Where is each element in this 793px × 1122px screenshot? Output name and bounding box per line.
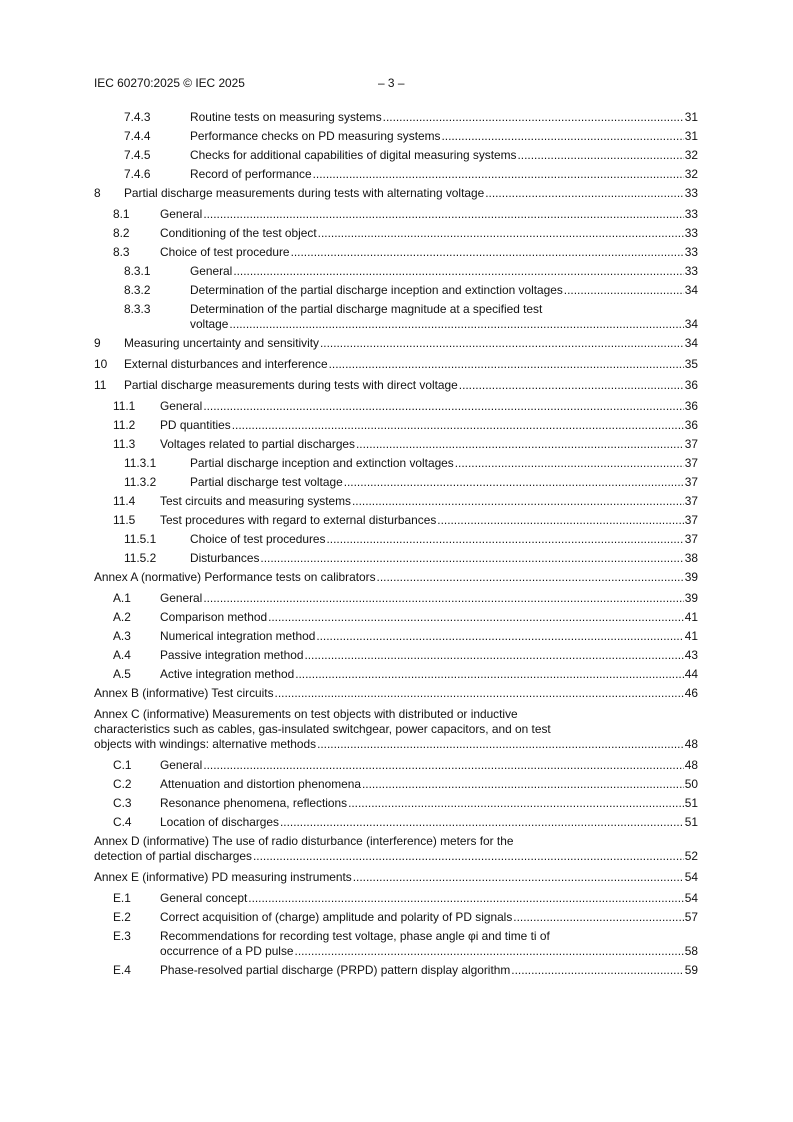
table-of-contents [94, 110, 698, 982]
toc-entry-number: C.4 [113, 815, 132, 829]
toc-entry[interactable] [94, 226, 698, 241]
toc-entry-title: Disturbances [190, 551, 260, 565]
toc-entry-page: 48 [684, 737, 698, 751]
dot-leader [316, 629, 683, 644]
dot-leader [295, 667, 684, 682]
toc-entry-page: 34 [684, 317, 698, 331]
dot-leader [564, 283, 684, 298]
toc-entry-title: Location of discharges [160, 815, 279, 829]
toc-entry-page: 39 [684, 570, 698, 584]
toc-entry-line [94, 849, 698, 864]
toc-entry-number: 8 [94, 186, 101, 200]
toc-entry-page: 54 [684, 870, 698, 884]
dot-leader [437, 513, 683, 528]
toc-entry-title: Partial discharge measurements during tests with alternating voltage [124, 186, 485, 200]
toc-entry-page: 51 [684, 815, 698, 829]
toc-entry-title: Passive integration method [160, 648, 304, 662]
toc-entry-number: 11.3 [113, 437, 136, 451]
toc-entry-title: Resonance phenomena, reflections [160, 796, 348, 810]
toc-entry-title: Active integration method [160, 667, 295, 681]
toc-entry-title: objects with windings: alternative methods [94, 737, 317, 751]
toc-entry-number: 8.3 [113, 245, 130, 259]
toc-entry[interactable] [94, 302, 698, 332]
toc-entry-number: 8.3.3 [124, 302, 151, 316]
toc-entry-page: 37 [684, 513, 698, 527]
toc-entry-title: Annex E (informative) PD measuring instruments [94, 870, 352, 884]
dot-leader [329, 357, 684, 372]
toc-entry-number: 11.5 [113, 513, 136, 527]
toc-entry-number: C.3 [113, 796, 132, 810]
toc-entry-line [94, 707, 698, 722]
toc-entry-page: 38 [684, 551, 698, 565]
toc-entry-title: Choice of test procedures [190, 532, 326, 546]
toc-entry-line [94, 737, 698, 752]
toc-entry-page: 43 [684, 648, 698, 662]
toc-entry[interactable] [94, 357, 698, 372]
toc-entry-title: Attenuation and distortion phenomena [160, 777, 361, 791]
dot-leader [362, 777, 684, 792]
toc-entry-page: 35 [684, 357, 698, 371]
toc-entry-page: 36 [684, 418, 698, 432]
toc-entry-title: General [160, 591, 203, 605]
toc-entry[interactable] [94, 870, 698, 885]
toc-entry-title: characteristics such as cables, gas-insulated switchgear, power capacitors, and on test [94, 722, 551, 736]
toc-entry-title: General concept [160, 891, 248, 905]
toc-entry[interactable] [94, 796, 698, 811]
toc-entry-title: Partial discharge measurements during tests with direct voltage [124, 378, 458, 392]
toc-entry[interactable] [94, 494, 698, 509]
toc-entry-number: 7.4.4 [124, 129, 151, 143]
toc-entry[interactable] [94, 336, 698, 351]
toc-entry[interactable] [94, 648, 698, 663]
toc-entry[interactable] [94, 686, 698, 701]
toc-entry-page: 41 [684, 629, 698, 643]
toc-entry-number: C.1 [113, 758, 132, 772]
dot-leader [313, 167, 684, 182]
dot-leader [248, 891, 684, 906]
toc-entry-title: Choice of test procedure [160, 245, 290, 259]
toc-entry-title: Routine tests on measuring systems [190, 110, 382, 124]
toc-entry-page: 36 [684, 378, 698, 392]
toc-entry-page: 37 [684, 437, 698, 451]
header-standard-id: IEC 60270:2025 © IEC 2025 [94, 76, 245, 90]
toc-entry[interactable] [94, 475, 698, 490]
toc-entry[interactable] [94, 891, 698, 906]
toc-entry-number: 8.3.2 [124, 283, 151, 297]
dot-leader [232, 418, 684, 433]
toc-entry-title: Annex B (informative) Test circuits [94, 686, 274, 700]
toc-entry-title: General [160, 758, 203, 772]
dot-leader [275, 686, 684, 701]
dot-leader [459, 378, 684, 393]
toc-entry-number: 11 [94, 378, 107, 392]
toc-entry-title: Measuring uncertainty and sensitivity [124, 336, 319, 350]
toc-entry-title: Recommendations for recording test voltage, phase angle φi and time ti of [160, 929, 550, 943]
toc-entry-title: Correct acquisition of (charge) amplitude and polarity of PD signals [160, 910, 513, 924]
toc-entry-title: Determination of the partial discharge inception and extinction voltages [190, 283, 563, 297]
toc-entry-title: General [160, 207, 203, 221]
toc-entry[interactable] [94, 167, 698, 182]
toc-entry-page: 33 [684, 226, 698, 240]
toc-entry-page: 32 [684, 167, 698, 181]
toc-entry[interactable] [94, 207, 698, 222]
dot-leader [513, 910, 683, 925]
toc-entry-number: 11.3.1 [124, 456, 157, 470]
toc-entry-page: 31 [684, 129, 698, 143]
toc-entry-title: General [160, 399, 203, 413]
toc-entry-line [94, 722, 698, 737]
toc-entry-page: 37 [684, 456, 698, 470]
toc-entry-page: 37 [684, 532, 698, 546]
toc-entry-page: 33 [684, 245, 698, 259]
toc-entry[interactable] [94, 929, 698, 959]
toc-entry-page: 41 [684, 610, 698, 624]
toc-entry-page: 50 [684, 777, 698, 791]
toc-entry[interactable] [94, 910, 698, 925]
dot-leader [304, 648, 683, 663]
toc-entry-title: Annex D (informative) The use of radio disturbance (interference) meters for the [94, 834, 514, 848]
toc-entry-number: E.2 [113, 910, 131, 924]
toc-entry[interactable] [94, 437, 698, 452]
toc-entry-page: 37 [684, 494, 698, 508]
dot-leader [291, 245, 684, 260]
dot-leader [485, 186, 684, 201]
toc-entry-title: Phase-resolved partial discharge (PRPD) pattern display algorithm [160, 963, 511, 977]
toc-entry-title: Numerical integration method [160, 629, 316, 643]
toc-entry[interactable] [94, 591, 698, 606]
toc-entry-number: 7.4.5 [124, 148, 151, 162]
toc-entry[interactable] [94, 707, 698, 752]
toc-entry[interactable] [94, 186, 698, 201]
toc-entry-title: Annex A (normative) Performance tests on calibrators [94, 570, 376, 584]
dot-leader [455, 456, 684, 471]
toc-entry[interactable] [94, 532, 698, 547]
toc-entry[interactable] [94, 245, 698, 260]
dot-leader [344, 475, 684, 490]
toc-entry-page: 33 [684, 207, 698, 221]
toc-entry[interactable] [94, 283, 698, 298]
toc-entry[interactable] [94, 110, 698, 125]
toc-entry-number: 8.1 [113, 207, 130, 221]
toc-entry-title: Test procedures with regard to external disturbances [160, 513, 437, 527]
toc-entry-line [160, 944, 698, 959]
toc-entry-number: C.2 [113, 777, 132, 791]
toc-entry-title: Voltages related to partial discharges [160, 437, 355, 451]
toc-entry-number: E.1 [113, 891, 131, 905]
toc-entry-title: PD quantities [160, 418, 231, 432]
dot-leader [383, 110, 684, 125]
toc-entry-line [190, 302, 698, 317]
toc-entry-page: 33 [684, 264, 698, 278]
toc-entry-title: Performance checks on PD measuring systems [190, 129, 441, 143]
toc-entry[interactable] [94, 513, 698, 528]
toc-entry-line [160, 929, 698, 944]
toc-entry-title: Annex C (informative) Measurements on test objects with distributed or inductive [94, 707, 518, 721]
toc-entry[interactable] [94, 418, 698, 433]
dot-leader [203, 399, 683, 414]
toc-entry-page: 33 [684, 186, 698, 200]
dot-leader [320, 336, 684, 351]
toc-entry-number: E.4 [113, 963, 131, 977]
dot-leader [352, 494, 684, 509]
toc-entry-title: General [190, 264, 233, 278]
dot-leader [280, 815, 684, 830]
page-header [94, 76, 683, 92]
toc-entry-number: 11.5.1 [124, 532, 157, 546]
dot-leader [229, 317, 683, 332]
toc-entry-page: 37 [684, 475, 698, 489]
toc-entry[interactable] [94, 667, 698, 682]
toc-entry-page: 36 [684, 399, 698, 413]
toc-entry[interactable] [94, 129, 698, 144]
toc-entry-page: 57 [684, 910, 698, 924]
toc-entry-title: detection of partial discharges [94, 849, 252, 863]
toc-entry-page: 34 [684, 336, 698, 350]
dot-leader [203, 207, 683, 222]
toc-entry[interactable] [94, 551, 698, 566]
toc-entry-title: occurrence of a PD pulse [160, 944, 294, 958]
dot-leader [356, 437, 684, 452]
toc-entry-page: 44 [684, 667, 698, 681]
toc-entry-number: 9 [94, 336, 101, 350]
toc-entry-title: Test circuits and measuring systems [160, 494, 351, 508]
toc-entry-number: 8.2 [113, 226, 130, 240]
toc-entry-number: 7.4.3 [124, 110, 151, 124]
toc-entry[interactable] [94, 629, 698, 644]
toc-entry[interactable] [94, 610, 698, 625]
toc-entry-page: 58 [684, 944, 698, 958]
toc-entry[interactable] [94, 815, 698, 830]
dot-leader [353, 870, 684, 885]
dot-leader [348, 796, 684, 811]
dot-leader [441, 129, 683, 144]
dot-leader [327, 532, 684, 547]
toc-entry[interactable] [94, 758, 698, 773]
dot-leader [203, 591, 683, 606]
toc-entry-number: 10 [94, 357, 108, 371]
toc-entry-number: A.1 [113, 591, 131, 605]
toc-entry-number: 11.3.2 [124, 475, 157, 489]
toc-entry-number: 11.2 [113, 418, 136, 432]
toc-entry-number: 11.4 [113, 494, 136, 508]
toc-entry[interactable] [94, 148, 698, 163]
toc-entry[interactable] [94, 378, 698, 393]
dot-leader [268, 610, 684, 625]
toc-entry[interactable] [94, 264, 698, 279]
toc-entry-number: A.3 [113, 629, 131, 643]
dot-leader [233, 264, 683, 279]
toc-entry-title: voltage [190, 317, 229, 331]
toc-entry-page: 34 [684, 283, 698, 297]
toc-entry-number: 11.1 [113, 399, 136, 413]
toc-entry-page: 39 [684, 591, 698, 605]
toc-entry-title: External disturbances and interference [124, 357, 328, 371]
toc-entry-page: 32 [684, 148, 698, 162]
toc-entry-number: A.5 [113, 667, 131, 681]
toc-entry[interactable] [94, 834, 698, 864]
dot-leader [511, 963, 683, 978]
toc-entry-number: 8.3.1 [124, 264, 151, 278]
toc-entry[interactable] [94, 570, 698, 585]
toc-entry-title: Partial discharge inception and extinction voltages [190, 456, 454, 470]
toc-entry-page: 46 [684, 686, 698, 700]
toc-entry-title: Checks for additional capabilities of digital measuring systems [190, 148, 517, 162]
toc-entry-number: E.3 [113, 929, 131, 943]
dot-leader [377, 570, 684, 585]
toc-entry-number: 7.4.6 [124, 167, 151, 181]
toc-entry-page: 48 [684, 758, 698, 772]
dot-leader [203, 758, 683, 773]
toc-entry-number: A.2 [113, 610, 131, 624]
toc-entry-title: Record of performance [190, 167, 312, 181]
toc-entry-title: Conditioning of the test object [160, 226, 317, 240]
toc-entry[interactable] [94, 456, 698, 471]
toc-entry-page: 51 [684, 796, 698, 810]
toc-entry-number: 11.5.2 [124, 551, 157, 565]
dot-leader [253, 849, 684, 864]
toc-entry-page: 52 [684, 849, 698, 863]
toc-entry[interactable] [94, 399, 698, 414]
toc-entry-page: 31 [684, 110, 698, 124]
toc-entry-title: Comparison method [160, 610, 268, 624]
dot-leader [295, 944, 684, 959]
toc-entry-line [94, 834, 698, 849]
dot-leader [260, 551, 683, 566]
dot-leader [317, 737, 684, 752]
toc-entry-page: 59 [684, 963, 698, 977]
dot-leader [318, 226, 684, 241]
header-page-number: – 3 – [378, 76, 405, 90]
toc-entry-title: Determination of the partial discharge magnitude at a specified test [190, 302, 543, 316]
toc-entry-page: 54 [684, 891, 698, 905]
toc-entry-title: Partial discharge test voltage [190, 475, 343, 489]
toc-entry[interactable] [94, 963, 698, 978]
toc-entry-number: A.4 [113, 648, 131, 662]
toc-entry-line [190, 317, 698, 332]
dot-leader [518, 148, 684, 163]
toc-entry[interactable] [94, 777, 698, 792]
